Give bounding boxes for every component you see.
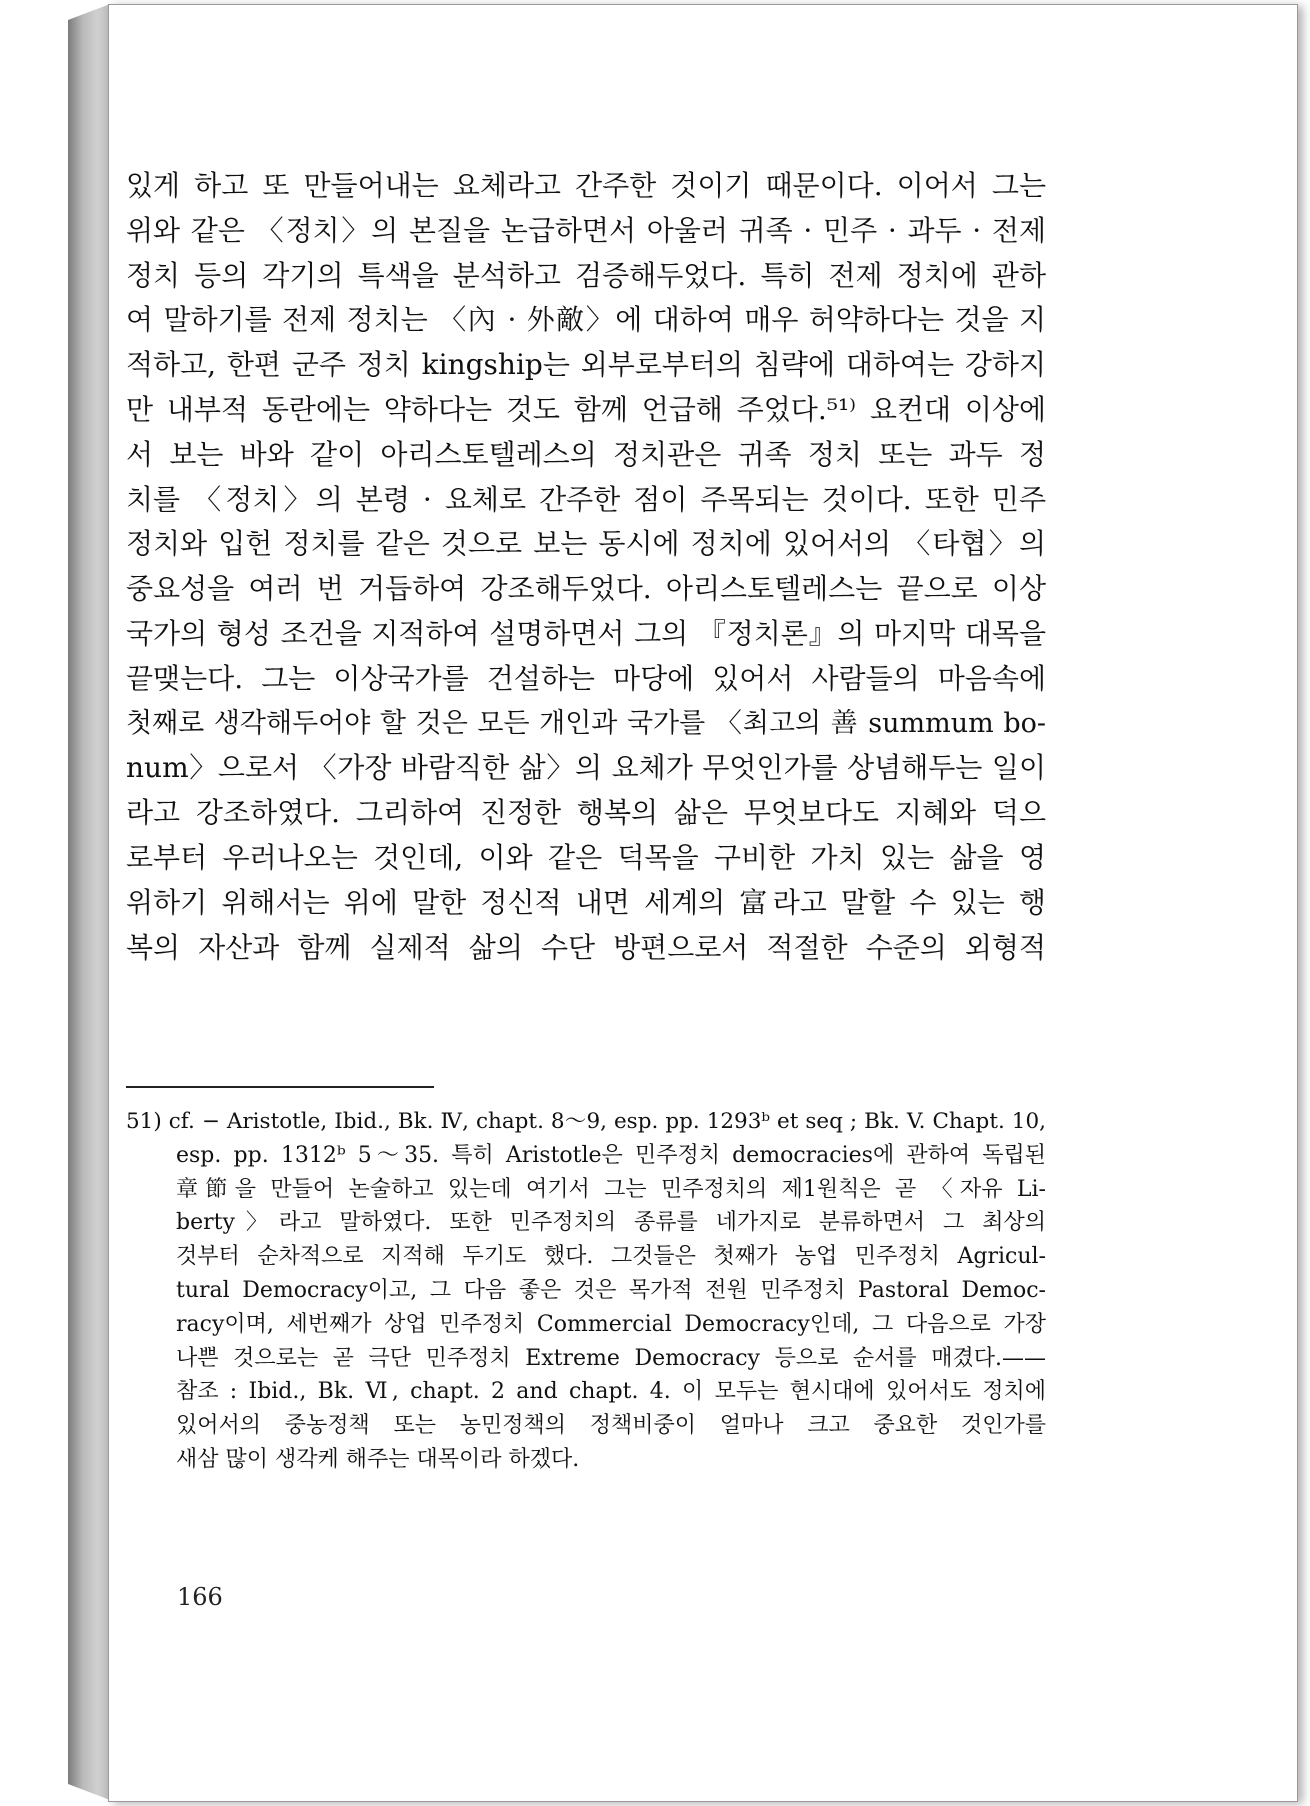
body-line: 첫째로 생각해두어야 할 것은 모든 개인과 국가를 〈최고의 善 summum bo- [126, 707, 1046, 739]
body-line: 국가의 형성 조건을 지적하여 설명하면서 그의 『정치론』의 마지막 대목을 [126, 616, 1046, 650]
footnote-line: 章節을 만들어 논술하고 있는데 여기서 그는 민주정치의 제1원칙은 곧 〈자유 Li- [176, 1176, 1046, 1202]
body-line: 복의 자산과 함께 실제적 삶의 수단 방편으로서 적절한 수준의 외형적 [126, 930, 1046, 964]
footnote-line: tural Democracy이고, 그 다음 좋은 것은 목가적 전원 민주정치 Pastoral Democ- [176, 1277, 1046, 1303]
footnote-line: 51) cf. − Aristotle, Ibid., Bk. Ⅳ, chapt. 8〜9, esp. pp. 1293ᵇ et seq ; Bk. V. Chapt. 10, [126, 1109, 1046, 1134]
footnote-51 [126, 1105, 1046, 1477]
body-line: 끝맺는다. 그는 이상국가를 건설하는 마당에 있어서 사람들의 마음속에 [126, 661, 1046, 695]
page-number: 166 [177, 1583, 223, 1611]
footnote-line: berty〉라고 말하였다. 또한 민주정치의 종류를 네가지로 분류하면서 그 최상의 [176, 1210, 1046, 1236]
footnote-line: racy이며, 세번째가 상업 민주정치 Commercial Democracy인데, 그 다음으로 가장 [176, 1311, 1046, 1337]
body-line: 적하고, 한편 군주 정치 kingship는 외부로부터의 침략에 대하여는 강하지 [126, 348, 1046, 382]
body-line: 서 보는 바와 같이 아리스토텔레스의 정치관은 귀족 정치 또는 과두 정 [126, 437, 1046, 471]
footnote-line: 참조 : Ibid., Bk. Ⅵ, chapt. 2 and chapt. 4. 이 모두는 현시대에 있어서도 정치에 [176, 1379, 1046, 1405]
footnote-line: 것부터 순차적으로 지적해 두기도 했다. 그것들은 첫째가 농업 민주정치 Agricul- [176, 1244, 1046, 1270]
footnote-line: 새삼 많이 생각케 해주는 대목이라 하겠다. [176, 1446, 580, 1472]
footnote-separator [126, 1086, 434, 1088]
body-line: 있게 하고 또 만들어내는 요체라고 간주한 것이기 때문이다. 이어서 그는 [126, 169, 1046, 202]
body-line: 정치 등의 각기의 특색을 분석하고 검증해두었다. 특히 전제 정치에 관하 [126, 258, 1046, 292]
body-line: 라고 강조하였다. 그리하여 진정한 행복의 삶은 무엇보다도 지혜와 덕으 [126, 796, 1046, 830]
body-line: 로부터 우러나오는 것인데, 이와 같은 덕목을 구비한 가치 있는 삶을 영 [126, 840, 1046, 874]
body-line: 정치와 입헌 정치를 같은 것으로 보는 동시에 정치에 있어서의 〈타협〉의 [126, 527, 1046, 561]
body-line: 만 내부적 동란에는 약하다는 것도 함께 언급해 주었다.⁵¹⁾ 요컨대 이상에 [126, 392, 1046, 426]
body-line: 여 말하기를 전제 정치는 〈內 · 外敵〉에 대하여 매우 허약하다는 것을 지 [126, 303, 1046, 337]
body-line: 위와 같은 〈정치〉의 본질을 논급하면서 아울러 귀족 · 민주 · 과두 · 전제 [126, 213, 1046, 247]
body-line: num〉으로서 〈가장 바람직한 삶〉의 요체가 무엇인가를 상념해두는 일이 [126, 751, 1046, 785]
body-line: 위하기 위해서는 위에 말한 정신적 내면 세계의 富라고 말할 수 있는 행 [126, 885, 1046, 919]
book-spine [68, 4, 110, 1800]
body-line: 치를 〈정치〉의 본령 · 요체로 간주한 점이 주목되는 것이다. 또한 민주 [126, 482, 1046, 516]
body-line: 중요성을 여러 번 거듭하여 강조해두었다. 아리스토텔레스는 끝으로 이상 [126, 572, 1046, 606]
footnote-line: esp. pp. 1312ᵇ 5〜35. 특히 Aristotle은 민주정치 democracies에 관하여 독립된 [176, 1142, 1046, 1168]
body-text [126, 164, 1046, 970]
footnote-line: 나쁜 것으로는 곧 극단 민주정치 Extreme Democracy 등으로 순서를 매겼다.—— [176, 1345, 1046, 1371]
footnote-line: 있어서의 중농정책 또는 농민정책의 정책비중이 얼마나 크고 중요한 것인가를 [176, 1413, 1046, 1439]
